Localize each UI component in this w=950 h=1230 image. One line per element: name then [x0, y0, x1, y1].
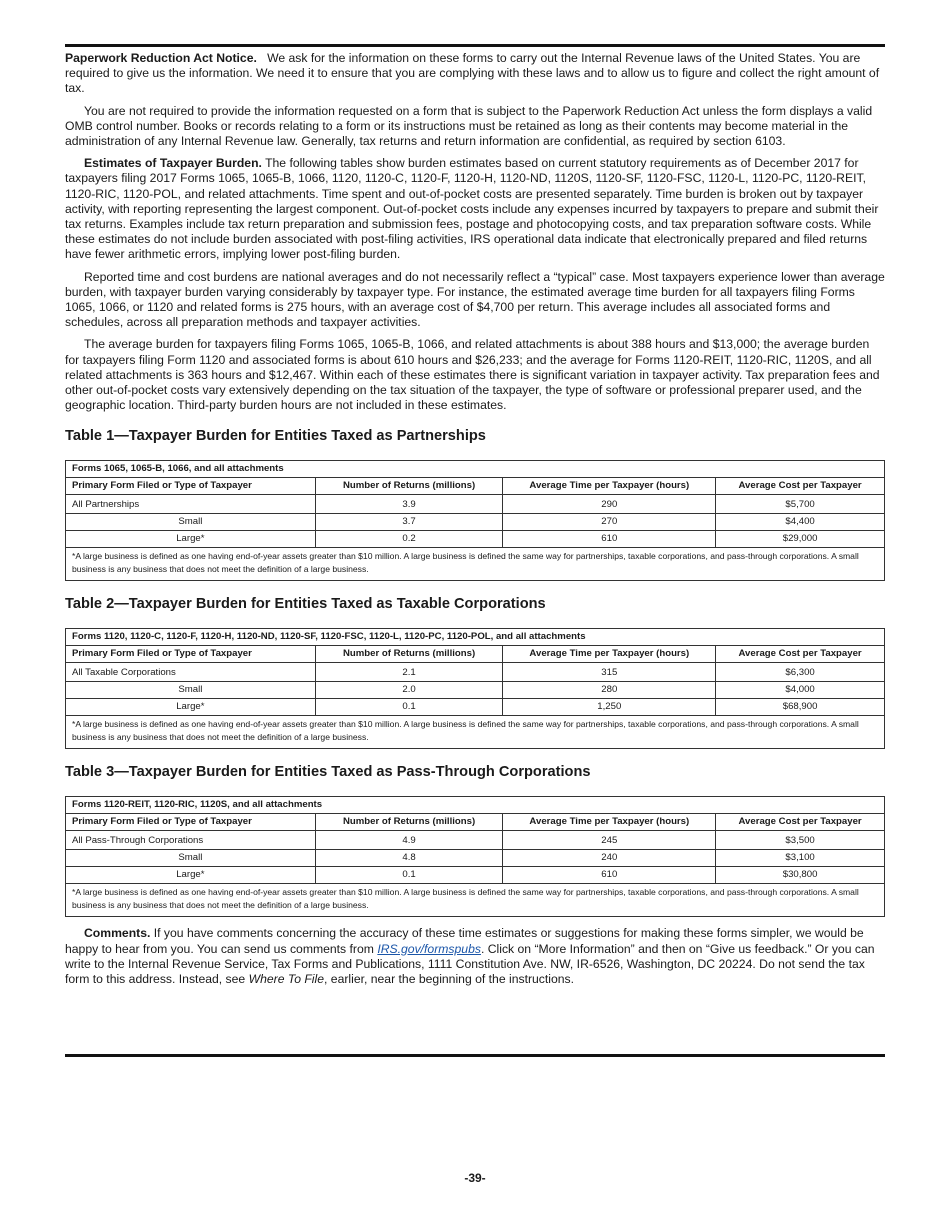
table-1-title: Table 1—Taxpayer Burden for Entities Taxed as Partnerships — [65, 428, 486, 445]
row-label: Small — [66, 514, 316, 531]
comments-text: If you have comments concerning the accuracy of these time estimates or suggestions for making these forms simpler, we would be happy to hear from you. You can send us comments from — [65, 926, 864, 956]
table-2 — [65, 628, 885, 749]
table-3-footnote: *A large business is defined as one having end-of-year assets greater than $10 million. A large business is defined the same way for partnerships, taxable corporations, and pass-through corporations. A small business is any business that does not meet the definition of a large business. — [66, 884, 885, 917]
row-returns: 3.9 — [315, 495, 503, 514]
irs-formspubs-link[interactable]: IRS.gov/formspubs — [377, 941, 481, 956]
row-returns: 2.0 — [315, 682, 503, 699]
row-returns: 0.2 — [315, 531, 503, 548]
comments-heading: Comments. — [84, 926, 151, 941]
row-returns: 4.8 — [315, 850, 503, 867]
paperwork-notice-heading: Paperwork Reduction Act Notice. — [65, 51, 257, 65]
table-row — [66, 682, 885, 699]
table-3-header-cost: Average Cost per Taxpayer — [716, 814, 885, 831]
row-returns: 0.1 — [315, 867, 503, 884]
row-time: 280 — [503, 682, 716, 699]
page-number: -39- — [464, 1171, 486, 1185]
where-to-file-reference: Where To File — [248, 972, 325, 987]
table-1-header-cost: Average Cost per Taxpayer — [716, 478, 885, 495]
row-time: 290 — [503, 495, 716, 514]
row-returns: 4.9 — [315, 831, 503, 850]
row-returns: 0.1 — [315, 699, 503, 716]
row-label: Small — [66, 850, 316, 867]
table-row — [66, 831, 885, 850]
paragraph-paperwork-notice — [65, 51, 885, 97]
table-2-header-time: Average Time per Taxpayer (hours) — [503, 646, 716, 663]
table-1-footnote: *A large business is defined as one having end-of-year assets greater than $10 million. A large business is defined the same way for partnerships, taxable corporations, and pass-through corporations. A small business is any business that does not meet the definition of a large business. — [66, 548, 885, 581]
comments-text-after-link: . Click on “More Information” and then on “Give us feedback.” Or you can write to the Internal Revenue Service, Tax Forms and Publications, 1111 Constitution Ave. NW, IR-6526, Washington, DC 20224. Do not send the tax form to this address. Instead, see — [65, 941, 875, 987]
row-time: 610 — [503, 867, 716, 884]
row-cost: $3,500 — [716, 831, 885, 850]
row-cost: $29,000 — [716, 531, 885, 548]
table-3-header-time: Average Time per Taxpayer (hours) — [503, 814, 716, 831]
page-content — [65, 44, 885, 994]
paragraph-estimates — [65, 156, 885, 262]
row-time: 1,250 — [503, 699, 716, 716]
table-row — [66, 867, 885, 884]
row-label: Large* — [66, 531, 316, 548]
row-label: All Pass-Through Corporations — [66, 831, 316, 850]
table-2-footnote: *A large business is defined as one having end-of-year assets greater than $10 million. A large business is defined the same way for partnerships, taxable corporations, and pass-through corporations. A small business is any business that does not meet the definition of a large business. — [66, 716, 885, 749]
row-cost: $4,000 — [716, 682, 885, 699]
table-row — [66, 531, 885, 548]
row-label: All Partnerships — [66, 495, 316, 514]
row-cost: $3,100 — [716, 850, 885, 867]
row-time: 270 — [503, 514, 716, 531]
table-2-header-cost: Average Cost per Taxpayer — [716, 646, 885, 663]
table-3 — [65, 796, 885, 917]
table-row — [66, 514, 885, 531]
table-row — [66, 850, 885, 867]
table-2-caption: Forms 1120, 1120-C, 1120-F, 1120-H, 1120-ND, 1120-SF, 1120-FSC, 1120-L, 1120-PC, 1120-POL, and all attachments — [66, 629, 885, 646]
row-time: 610 — [503, 531, 716, 548]
row-label: Large* — [66, 867, 316, 884]
row-cost: $6,300 — [716, 663, 885, 682]
row-time: 245 — [503, 831, 716, 850]
table-1-header-type: Primary Form Filed or Type of Taxpayer — [66, 478, 316, 495]
table-3-caption: Forms 1120-REIT, 1120-RIC, 1120S, and all attachments — [66, 797, 885, 814]
row-returns: 3.7 — [315, 514, 503, 531]
table-2-title: Table 2—Taxpayer Burden for Entities Taxed as Taxable Corporations — [65, 596, 546, 613]
table-3-header-returns: Number of Returns (millions) — [315, 814, 503, 831]
row-cost: $68,900 — [716, 699, 885, 716]
table-row — [66, 495, 885, 514]
row-label: Small — [66, 682, 316, 699]
table-row — [66, 663, 885, 682]
row-cost: $4,400 — [716, 514, 885, 531]
row-cost: $30,800 — [716, 867, 885, 884]
paragraph-omb: You are not required to provide the information requested on a form that is subject to the Paperwork Reduction Act unless the form displays a valid OMB control number. Books or records relating to a form or its instructions must be retained as long as their contents may become material in the administration of any Internal Revenue law. Generally, tax returns and return information are confidential, as required by section 6103. — [65, 103, 873, 149]
paragraph-national-averages: Reported time and cost burdens are national averages and do not necessarily reflect a “typical” case. Most taxpayers experience lower than average burden, with taxpayer burden varying considerably by taxpayer type. For instance, the estimated average time burden for all taxpayers filing Forms 1065, 1066, or 1120 and related forms is 275 hours, with an average cost of $4,700 per return. This average includes all associated forms and schedules, across all preparation methods and taxpayer activities. — [65, 269, 885, 330]
row-label: Large* — [66, 699, 316, 716]
row-time: 315 — [503, 663, 716, 682]
table-3-header-type: Primary Form Filed or Type of Taxpayer — [66, 814, 316, 831]
paragraph-average-burden: The average burden for taxpayers filing Forms 1065, 1065-B, 1066, and related attachments is about 388 hours and $13,000; the average burden for taxpayers filing Form 1120 and associated forms is about 610 hours and $26,233; and the average for Forms 1120-REIT, 1120-RIC, 1120S, and all related attachments is 363 hours and $12,467. Within each of these estimates there is significant variation in taxpayer activity. Tax preparation fees and other out-of-pocket costs vary extensively depending on the tax situation of the taxpayer, the type of software or professional preparer used, and the geographic location. Third-party burden hours are not included in these estimates. — [65, 337, 880, 413]
table-3-title: Table 3—Taxpayer Burden for Entities Taxed as Pass-Through Corporations — [65, 764, 591, 781]
paperwork-notice-text: We ask for the information on these forms to carry out the Internal Revenue laws of the United States. You are required to give us the information. We need it to ensure that you are complying with these laws and to allow us to figure and collect the right amount of tax. — [65, 51, 880, 96]
row-label: All Taxable Corporations — [66, 663, 316, 682]
row-cost: $5,700 — [716, 495, 885, 514]
table-2-header-returns: Number of Returns (millions) — [315, 646, 503, 663]
table-1-header-returns: Number of Returns (millions) — [315, 478, 503, 495]
top-rule — [65, 44, 885, 47]
paragraph-comments — [65, 926, 885, 987]
estimates-text: The following tables show burden estimates based on current statutory requirements as of December 2017 for taxpayers filing 2017 Forms 1065, 1065-B, 1066, 1120, 1120-C, 1120-F, 1120-H, 1120-ND, 1120S, 1120-SF, 1120-FSC, 1120-L, 1120-PC, 1120-REIT, 1120-RIC, 1120-POL, and related attachments. Time spent and out-of-pocket costs are presented separately. Time burden is broken out by taxpayer activity, with reporting representing the largest component. Out-of-pocket costs include any expenses incurred by taxpayers to prepare and submit their tax returns. Examples include tax return preparation and submission fees, postage and photocopying costs, and tax preparation software costs. While these estimates do not include burden associated with post-filing activities, IRS operational data indicate that electronically prepared and filed returns have fewer arithmetic errors, implying lower post-filing burden. — [65, 156, 879, 262]
table-1 — [65, 460, 885, 581]
table-row — [66, 699, 885, 716]
table-1-caption: Forms 1065, 1065-B, 1066, and all attachments — [66, 461, 885, 478]
bottom-rule — [65, 1054, 885, 1057]
table-1-header-time: Average Time per Taxpayer (hours) — [503, 478, 716, 495]
estimates-heading: Estimates of Taxpayer Burden. — [84, 156, 262, 171]
table-2-header-type: Primary Form Filed or Type of Taxpayer — [66, 646, 316, 663]
row-time: 240 — [503, 850, 716, 867]
row-returns: 2.1 — [315, 663, 503, 682]
comments-text-end: , earlier, near the beginning of the instructions. — [324, 972, 575, 987]
